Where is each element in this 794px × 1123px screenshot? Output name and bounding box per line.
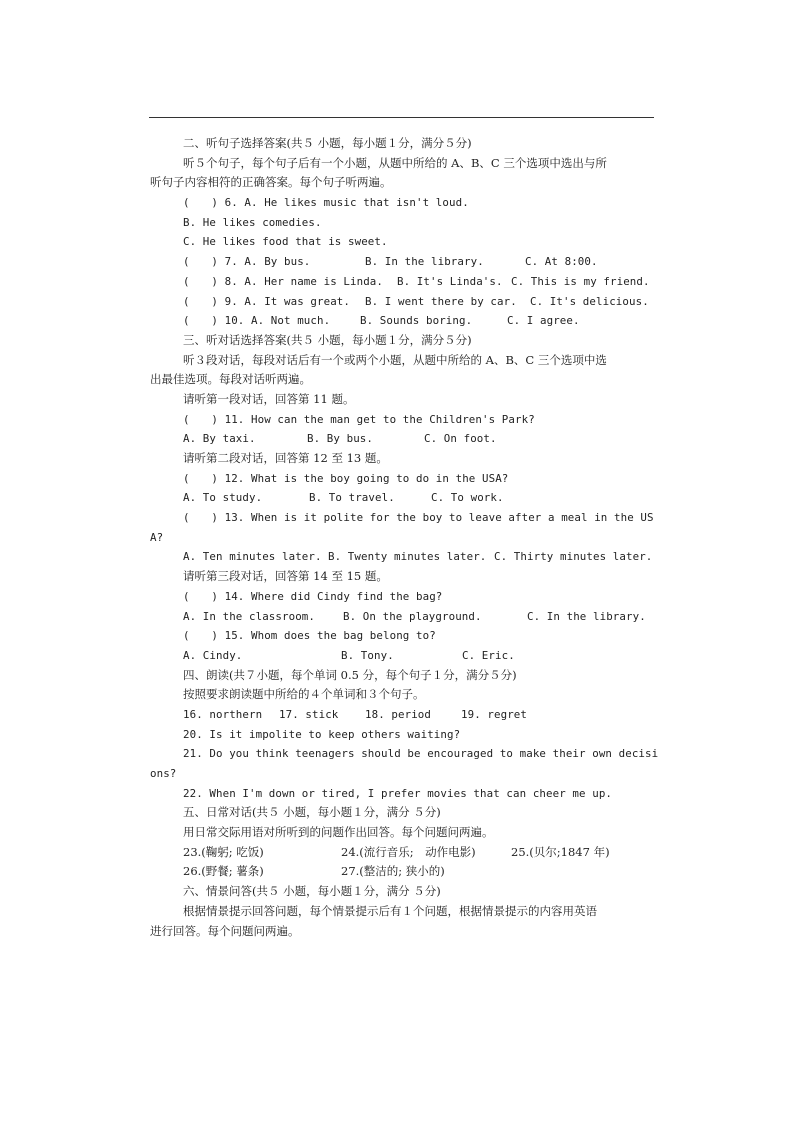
section-3-instruction: 听３段对话，每段对话后有一个或两个小题，从题中所给的 A、B、C 三个选项中选 xyxy=(183,352,607,367)
hint-25: 25.(贝尔;1847 年) xyxy=(511,844,610,859)
question-7-stem: ( ) 7. A. By bus. xyxy=(183,255,311,269)
question-14: ( ) 14. Where did Cindy find the bag? xyxy=(183,589,443,603)
hint-26: 26.(野餐; 薯条) xyxy=(183,864,264,879)
question-14-option-a: A. In the classroom. xyxy=(183,609,316,623)
dialogue-2-prompt: 请听第二段对话，回答第 12 至 13 题。 xyxy=(183,451,388,465)
question-15-option-b: B. Tony. xyxy=(341,648,394,662)
question-13-option-b: B. Twenty minutes later. xyxy=(328,550,487,564)
question-8 xyxy=(150,272,650,292)
sentence-21: 21. Do you think teenagers should be encouraged to make their own decisi xyxy=(183,747,659,761)
question-10-stem: ( ) 10. A. Not much. xyxy=(183,314,331,328)
question-15-options xyxy=(150,646,650,666)
question-14-option-c: C. In the library. xyxy=(527,609,646,623)
question-12-option-c: C. To work. xyxy=(431,491,504,505)
question-6-option-c: C. He likes food that is sweet. xyxy=(183,235,388,249)
section-2-instruction: 听５个句子，每个句子后有一个小题，从题中所给的 A、B、C 三个选项中选出与所 xyxy=(183,155,607,170)
question-8-option-b: B. It's Linda's. xyxy=(397,274,503,288)
question-10-option-b: B. Sounds boring. xyxy=(360,314,473,328)
section-6-title: 六、情景问答(共５ 小题，每小题１分，满分 ５分) xyxy=(183,884,441,899)
reading-words xyxy=(150,705,650,725)
question-8-option-c: C. This is my friend. xyxy=(511,274,650,288)
header-rule xyxy=(149,117,654,118)
section-2-title: 二、听句子选择答案(共５ 小题，每小题１分，满分５分) xyxy=(183,136,472,150)
question-9-stem: ( ) 9. A. It was great. xyxy=(183,294,350,308)
question-10-option-c: C. I agree. xyxy=(507,314,580,328)
exam-content xyxy=(150,134,659,941)
section-3-instruction-cont: 出最佳选项。每段对话听两遍。 xyxy=(150,372,311,387)
question-11: ( ) 11. How can the man get to the Children's Park? xyxy=(183,412,535,426)
question-9 xyxy=(150,292,650,312)
question-11-option-a: A. By taxi. xyxy=(183,432,256,446)
section-3-title: 三、听对话选择答案(共５ 小题，每小题１分，满分５分) xyxy=(183,332,472,347)
question-13-option-c: C. Thirty minutes later. xyxy=(494,550,653,564)
question-15-option-a: A. Cindy. xyxy=(183,648,243,662)
question-8-stem: ( ) 8. A. Her name is Linda. xyxy=(183,274,384,288)
question-7 xyxy=(150,252,650,272)
question-14-options xyxy=(150,607,650,627)
question-7-option-b: B. In the library. xyxy=(365,255,484,269)
question-13-options xyxy=(150,547,653,567)
question-12: ( ) 12. What is the boy going to do in the USA? xyxy=(183,471,509,485)
hint-24: 24.(流行音乐; 动作电影) xyxy=(341,844,476,859)
section-4-title: 四、朗读(共７小题，每个单词 0.5 分，每个句子１分，满分５分) xyxy=(183,667,517,682)
section-6-instruction-cont: 进行回答。每个问题问两遍。 xyxy=(150,923,300,938)
hint-23: 23.(鞠躬; 吃饭) xyxy=(183,844,264,859)
dialogue-1-prompt: 请听第一段对话，回答第 11 题。 xyxy=(183,391,355,406)
question-13: ( ) 13. When is it polite for the boy to leave after a meal in the US xyxy=(183,511,654,525)
section-4-instruction: 按照要求朗读题中所给的４个单词和３个句子。 xyxy=(183,687,425,702)
sentence-22: 22. When I'm down or tired, I prefer movies that can cheer me up. xyxy=(183,786,613,800)
question-12-option-b: B. To travel. xyxy=(309,491,395,505)
question-13-cont: A? xyxy=(150,530,164,544)
question-14-option-b: B. On the playground. xyxy=(343,609,482,623)
word-16: 16. northern xyxy=(183,707,263,721)
question-6: ( ) 6. A. He likes music that isn't loud. xyxy=(183,196,469,210)
section-5-instruction: 用日常交际用语对所听到的问题作出回答。每个问题问两遍。 xyxy=(183,825,494,840)
sentence-20: 20. Is it impolite to keep others waiting? xyxy=(183,727,461,741)
section-6-instruction: 根据情景提示回答问题，每个情景提示后有１个问题，根据情景提示的内容用英语 xyxy=(183,903,597,918)
question-15: ( ) 15. Whom does the bag belong to? xyxy=(183,629,436,643)
question-10 xyxy=(150,311,650,331)
question-15-option-c: C. Eric. xyxy=(462,648,515,662)
question-9-option-c: C. It's delicious. xyxy=(530,294,649,308)
question-9-option-b: B. I went there by car. xyxy=(365,294,517,308)
question-6-option-b: B. He likes comedies. xyxy=(183,215,322,229)
section-5-title: 五、日常对话(共５ 小题，每小题１分，满分 ５分) xyxy=(183,805,441,820)
question-11-option-b: B. By bus. xyxy=(307,432,374,446)
question-12-option-a: A. To study. xyxy=(183,491,263,505)
word-18: 18. period xyxy=(365,707,432,721)
word-17: 17. stick xyxy=(279,707,339,721)
sentence-21-cont: ons? xyxy=(150,767,177,780)
hint-27: 27.(整洁的; 狭小的) xyxy=(341,864,445,879)
question-11-option-c: C. On foot. xyxy=(424,432,497,446)
question-12-options xyxy=(150,488,650,508)
question-11-options xyxy=(150,429,650,449)
word-19: 19. regret xyxy=(461,707,528,721)
dialogue-hints-row-1 xyxy=(150,843,650,863)
question-7-option-c: C. At 8:00. xyxy=(525,255,598,269)
dialogue-3-prompt: 请听第三段对话，回答第 14 至 15 题。 xyxy=(183,569,388,584)
question-13-option-a: A. Ten minutes later. xyxy=(183,550,322,564)
dialogue-hints-row-2 xyxy=(150,862,650,882)
section-2-instruction-cont: 听句子内容相符的正确答案。每个句子听两遍。 xyxy=(150,175,392,190)
